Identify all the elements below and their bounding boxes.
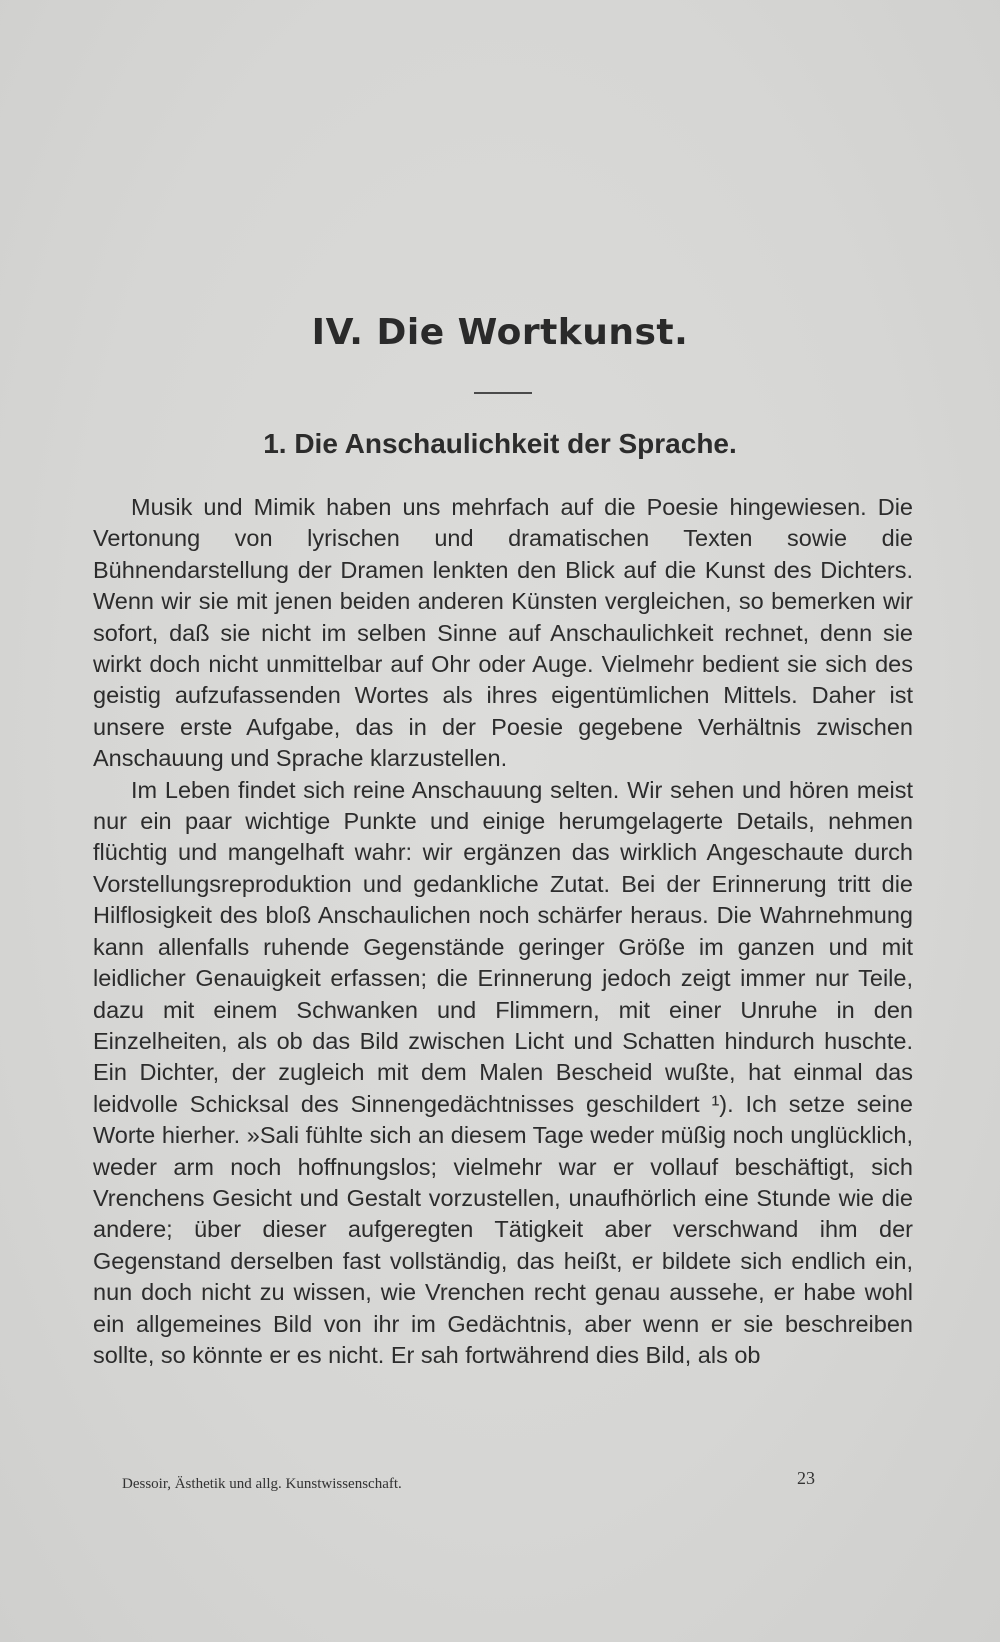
paragraph-2: Im Leben findet sich reine Anschauung selten. Wir sehen und hören meist nur ein paar wichtige Punkte und einige herumgelagerte Details, nehmen flüchtig und mangelhaft wahr: wir ergänzen das wirklich Angeschaute durch Vorstellungsreproduktion und gedankliche Zutat. Bei der Erinnerung tritt die Hilflosigkeit des bloß Anschaulichen noch schärfer heraus. Die Wahrnehmung kann allenfalls ruhende Gegenstände geringer Größe im ganzen und mit leidlicher Genauigkeit erfassen; die Erinnerung jedoch zeigt immer nur Teile, dazu mit einem Schwanken und Flimmern, mit einer Unruhe in den Einzelheiten, als ob das Bild zwischen Licht und Schatten hindurch huschte. Ein Dichter, der zugleich mit dem Malen Bescheid wußte, hat einmal das leidvolle Schicksal des Sinnengedächtnisses geschildert ¹). Ich setze seine Worte hierher. »Sali fühlte sich an diesem Tage weder müßig noch unglücklich, weder arm noch hoffnungslos; vielmehr war er vollauf beschäftigt, sich Vrenchens Gesicht und Gestalt vorzustellen, unaufhörlich eine Stunde wie die andere; über dieser aufgeregten Tätigkeit aber verschwand ihm der Gegenstand derselben fast vollständig, das heißt, er bildete sich endlich ein, nun doch nicht zu wissen, wie Vrenchen recht genau aussehe, er habe wohl ein allgemeines Bild von ihr im Gedächtnis, aber wenn er sie beschreiben sollte, so könnte er es nicht. Er sah fortwährend dies Bild, als ob [93, 776, 913, 1368]
title-divider [474, 392, 532, 394]
paragraph-1: Musik und Mimik haben uns mehrfach auf die Poesie hingewiesen. Die Vertonung von lyrischen und dramatischen Texten sowie die Bühnendarstellung der Dramen lenkten den Blick auf die Kunst des Dichters. Wenn wir sie mit jenen beiden anderen Künsten vergleichen, so bemerken wir sofort, daß sie nicht im selben Sinne auf Anschaulichkeit rechnet, denn sie wirkt doch nicht unmittelbar auf Ohr oder Auge. Vielmehr bedient sie sich des geistig aufzufassenden Wortes als ihres eigentümlichen Mittels. Daher ist unsere erste Aufgabe, das in der Poesie gegebene Verhältnis zwischen Anschauung und Sprache klarzustellen. [93, 494, 913, 772]
sheet-number: 23 [797, 1468, 815, 1488]
section-title: 1. Die Anschaulichkeit der Sprache. [263, 428, 737, 459]
chapter-title: IV. Die Wortkunst. [311, 312, 689, 353]
sheet-signature: Dessoir, Ästhetik und allg. Kunstwissenschaft. [122, 1476, 402, 1492]
body-text [93, 492, 913, 1371]
